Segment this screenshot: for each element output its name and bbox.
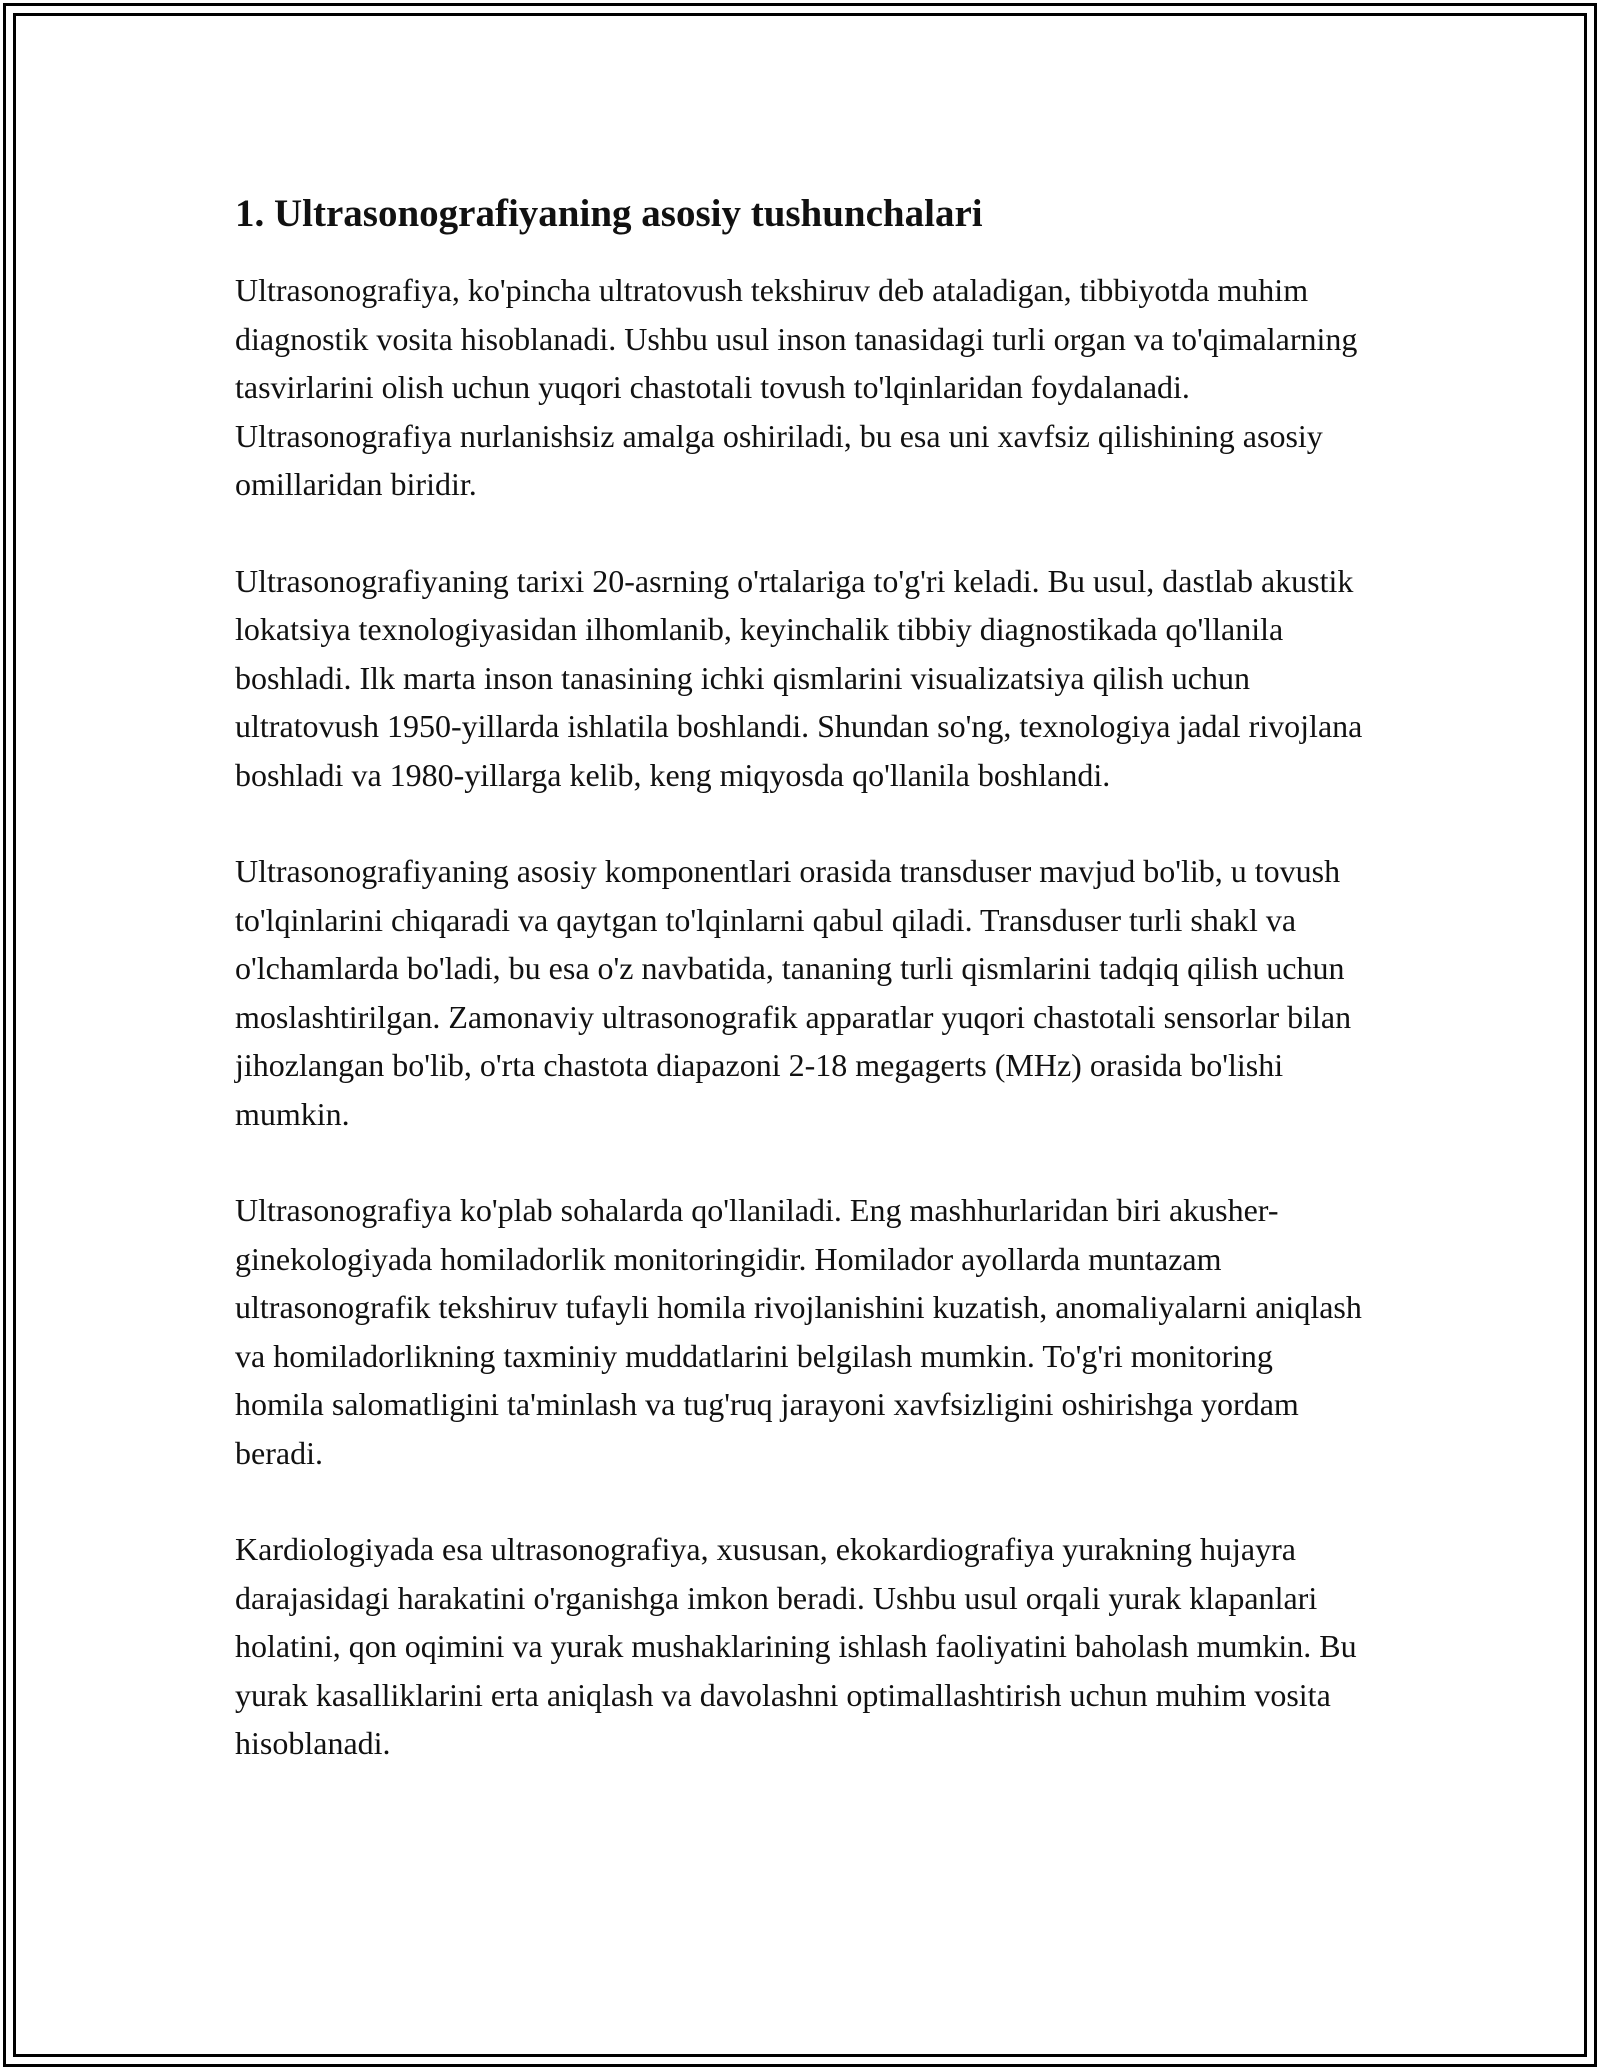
section-heading: 1. Ultrasonografiyaning asosiy tushunchalari <box>235 192 983 235</box>
paragraph-cardiology: Kardiologiyada esa ultrasonografiya, xususan, ekokardiografiya yurakning hujayra darajasidagi harakatini o'rganishga imkon beradi. Ushbu usul orqali yurak klapanlari holatini, qon oqimini va yurak mushaklarining ishlash faoliyatini baholash mumkin. Bu yurak kasalliklarini erta aniqlash va davolashni optimallashtirish uchun muhim vosita hisoblanadi. <box>235 1531 1357 1761</box>
paragraph-obstetrics: Ultrasonografiya ko'plab sohalarda qo'llaniladi. Eng mashhurlaridan biri akusher-ginekologiyada homiladorlik monitoringidir. Homilador ayollarda muntazam ultrasonografik tekshiruv tufayli homila rivojlanishini kuzatish, anomaliyalarni aniqlash va homiladorlikning taxminiy muddatlarini belgilash mumkin. To'g'ri monitoring homila salomatligini ta'minlash va tug'ruq jarayoni xavfsizligini oshirishga yordam beradi. <box>235 1192 1362 1471</box>
paragraph-components: Ultrasonografiyaning asosiy komponentlari orasida transduser mavjud bo'lib, u tovush to'lqinlarini chiqaradi va qaytgan to'lqinlarni qabul qiladi. Transduser turli shakl va o'lchamlarda bo'ladi, bu esa o'z navbatida, tananing turli qismlarini tadqiq qilish uchun moslashtirilgan. Zamonaviy ultrasonografik apparatlar yuqori chastotali sensorlar bilan jihozlangan bo'lib, o'rta chastota diapazoni 2-18 megagerts (MHz) orasida bo'lishi mumkin. <box>235 853 1352 1132</box>
paragraph-introduction: Ultrasonografiya, ko'pincha ultratovush tekshiruv deb ataladigan, tibbiyotda muhim diagnostik vosita hisoblanadi. Ushbu usul inson tanasidagi turli organ va to'qimalarning tasvirlarini olish uchun yuqori chastotali tovush to'lqinlaridan foydalanadi. Ultrasonografiya nurlanishsiz amalga oshiriladi, bu esa uni xavfsiz qilishining asosiy omillaridan biridir. <box>235 272 1358 502</box>
paragraph-history: Ultrasonografiyaning tarixi 20-asrning o'rtalariga to'g'ri keladi. Bu usul, dastlab akustik lokatsiya texnologiyasidan ilhomlanib, keyinchalik tibbiy diagnostikada qo'llanila boshladi. Ilk marta inson tanasining ichki qismlarini visualizatsiya qilish uchun ultratovush 1950-yillarda ishlatila boshlandi. Shundan so'ng, texnologiya jadal rivojlana boshladi va 1980-yillarga kelib, keng miqyosda qo'llanila boshlandi. <box>235 562 1363 793</box>
document-body <box>235 190 1365 1768</box>
